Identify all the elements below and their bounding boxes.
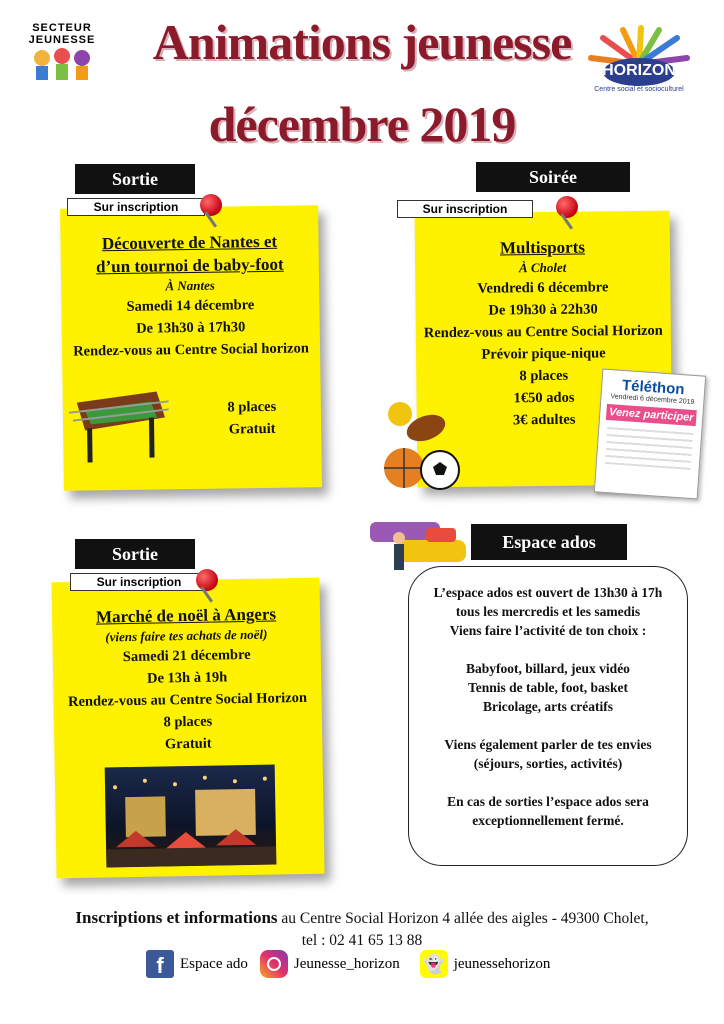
card1-inscription: Sur inscription — [67, 198, 205, 216]
espace-tag: Espace ados — [471, 524, 627, 560]
espace-line: Viens faire l’activité de ton choix : — [449, 623, 647, 638]
christmas-market-image — [105, 764, 277, 867]
instagram-label[interactable]: Jeunesse_horizon — [293, 955, 400, 972]
card1-time: De 13h30 à 17h30 — [136, 319, 246, 337]
card3-note — [51, 578, 324, 879]
card2-title: Multisports — [499, 237, 586, 258]
page-title-line2: décembre 2019 — [208, 96, 516, 152]
card2-places: 8 places — [519, 367, 569, 385]
card1-date: Samedi 14 décembre — [126, 297, 255, 315]
card2-tag: Soirée — [476, 162, 630, 192]
footer-info — [0, 908, 724, 928]
card2-note-text: Prévoir pique-nique — [481, 345, 606, 363]
telethon-cta: Venez participer — [606, 404, 697, 426]
logo-horizon-text: HORIZON — [602, 62, 676, 79]
card2-price-adultes: 3€ adultes — [512, 411, 576, 429]
card3-tag: Sortie — [75, 539, 195, 569]
espace-line: Bricolage, arts créatifs — [482, 699, 614, 714]
card1-place: À Nantes — [165, 277, 215, 294]
card3-title: Marché de noël à Angers — [95, 604, 277, 627]
footer-tel: tel : 02 41 65 13 88 — [301, 932, 423, 949]
espace-line: Tennis de table, foot, basket — [467, 680, 629, 695]
telethon-poster — [594, 369, 706, 500]
card1-title-l1: Découverte de Nantes et — [101, 231, 278, 254]
footer-info-rest: au Centre Social Horizon 4 allée des aigles - 49300 Cholet, — [277, 910, 649, 927]
espace-line — [409, 640, 687, 659]
espace-line: En cas de sorties l’espace ados sera — [447, 794, 649, 809]
espace-ados-bubble — [408, 566, 688, 866]
snapchat-icon[interactable]: 👻 — [420, 950, 448, 978]
page-title-line1: Animations jeunesse — [152, 14, 572, 70]
telethon-details — [605, 424, 694, 470]
espace-line — [409, 716, 687, 735]
social-row — [146, 950, 550, 978]
card1-price: Gratuit — [228, 420, 276, 438]
instagram-icon[interactable] — [260, 950, 288, 978]
card3-meeting: Rendez-vous au Centre Social Horizon — [67, 689, 308, 711]
card2-price-ados: 1€50 ados — [513, 389, 575, 407]
card2-time: De 19h30 à 22h30 — [488, 301, 598, 319]
card1-note — [60, 205, 322, 491]
card3-subtitle: (viens faire tes achats de noël) — [105, 626, 268, 645]
babyfoot-image — [69, 387, 170, 468]
card3-time: De 13h à 19h — [146, 669, 228, 687]
card2-inscription: Sur inscription — [397, 200, 533, 218]
card1-places: 8 places — [227, 398, 277, 416]
espace-line: Babyfoot, billard, jeux vidéo — [466, 661, 630, 676]
facebook-label[interactable]: Espace ado — [180, 955, 248, 972]
card1-title-l2: d’un tournoi de baby-foot — [95, 254, 284, 277]
espace-line — [409, 773, 687, 792]
card3-inscription: Sur inscription — [70, 573, 208, 591]
card2-place: À Cholet — [518, 259, 567, 276]
card3-places: 8 places — [163, 713, 213, 731]
card2-date: Vendredi 6 décembre — [477, 279, 609, 297]
logo-secteur-top-text: SECTEUR JEUNESSE — [28, 22, 96, 46]
espace-line: exceptionnellement fermé. — [472, 813, 624, 828]
card1-tag: Sortie — [75, 164, 195, 194]
espace-line: Viens également parler de tes envies — [444, 737, 652, 752]
footer-info-bold: Inscriptions et informations — [75, 908, 278, 927]
telethon-date: Vendredi 6 décembre 2019 — [610, 393, 695, 407]
facebook-icon[interactable]: f — [146, 950, 174, 978]
snapchat-label[interactable]: jeunessehorizon — [453, 955, 551, 972]
espace-line: L’espace ados est ouvert de 13h30 à 17h — [433, 585, 663, 600]
espace-line: (séjours, sorties, activités) — [473, 756, 623, 771]
logo-horizon-sub: Centre social et socioculturel — [594, 86, 684, 93]
sports-balls-image — [382, 398, 464, 492]
telethon-title: Téléthon — [621, 376, 686, 399]
card3-date: Samedi 21 décembre — [122, 646, 251, 666]
espace-line: tous les mercredis et les samedis — [455, 604, 641, 619]
card3-price: Gratuit — [164, 735, 212, 753]
card2-meeting: Rendez-vous au Centre Social Horizon — [423, 322, 663, 342]
card1-meeting: Rendez-vous au Centre Social horizon — [73, 340, 310, 360]
